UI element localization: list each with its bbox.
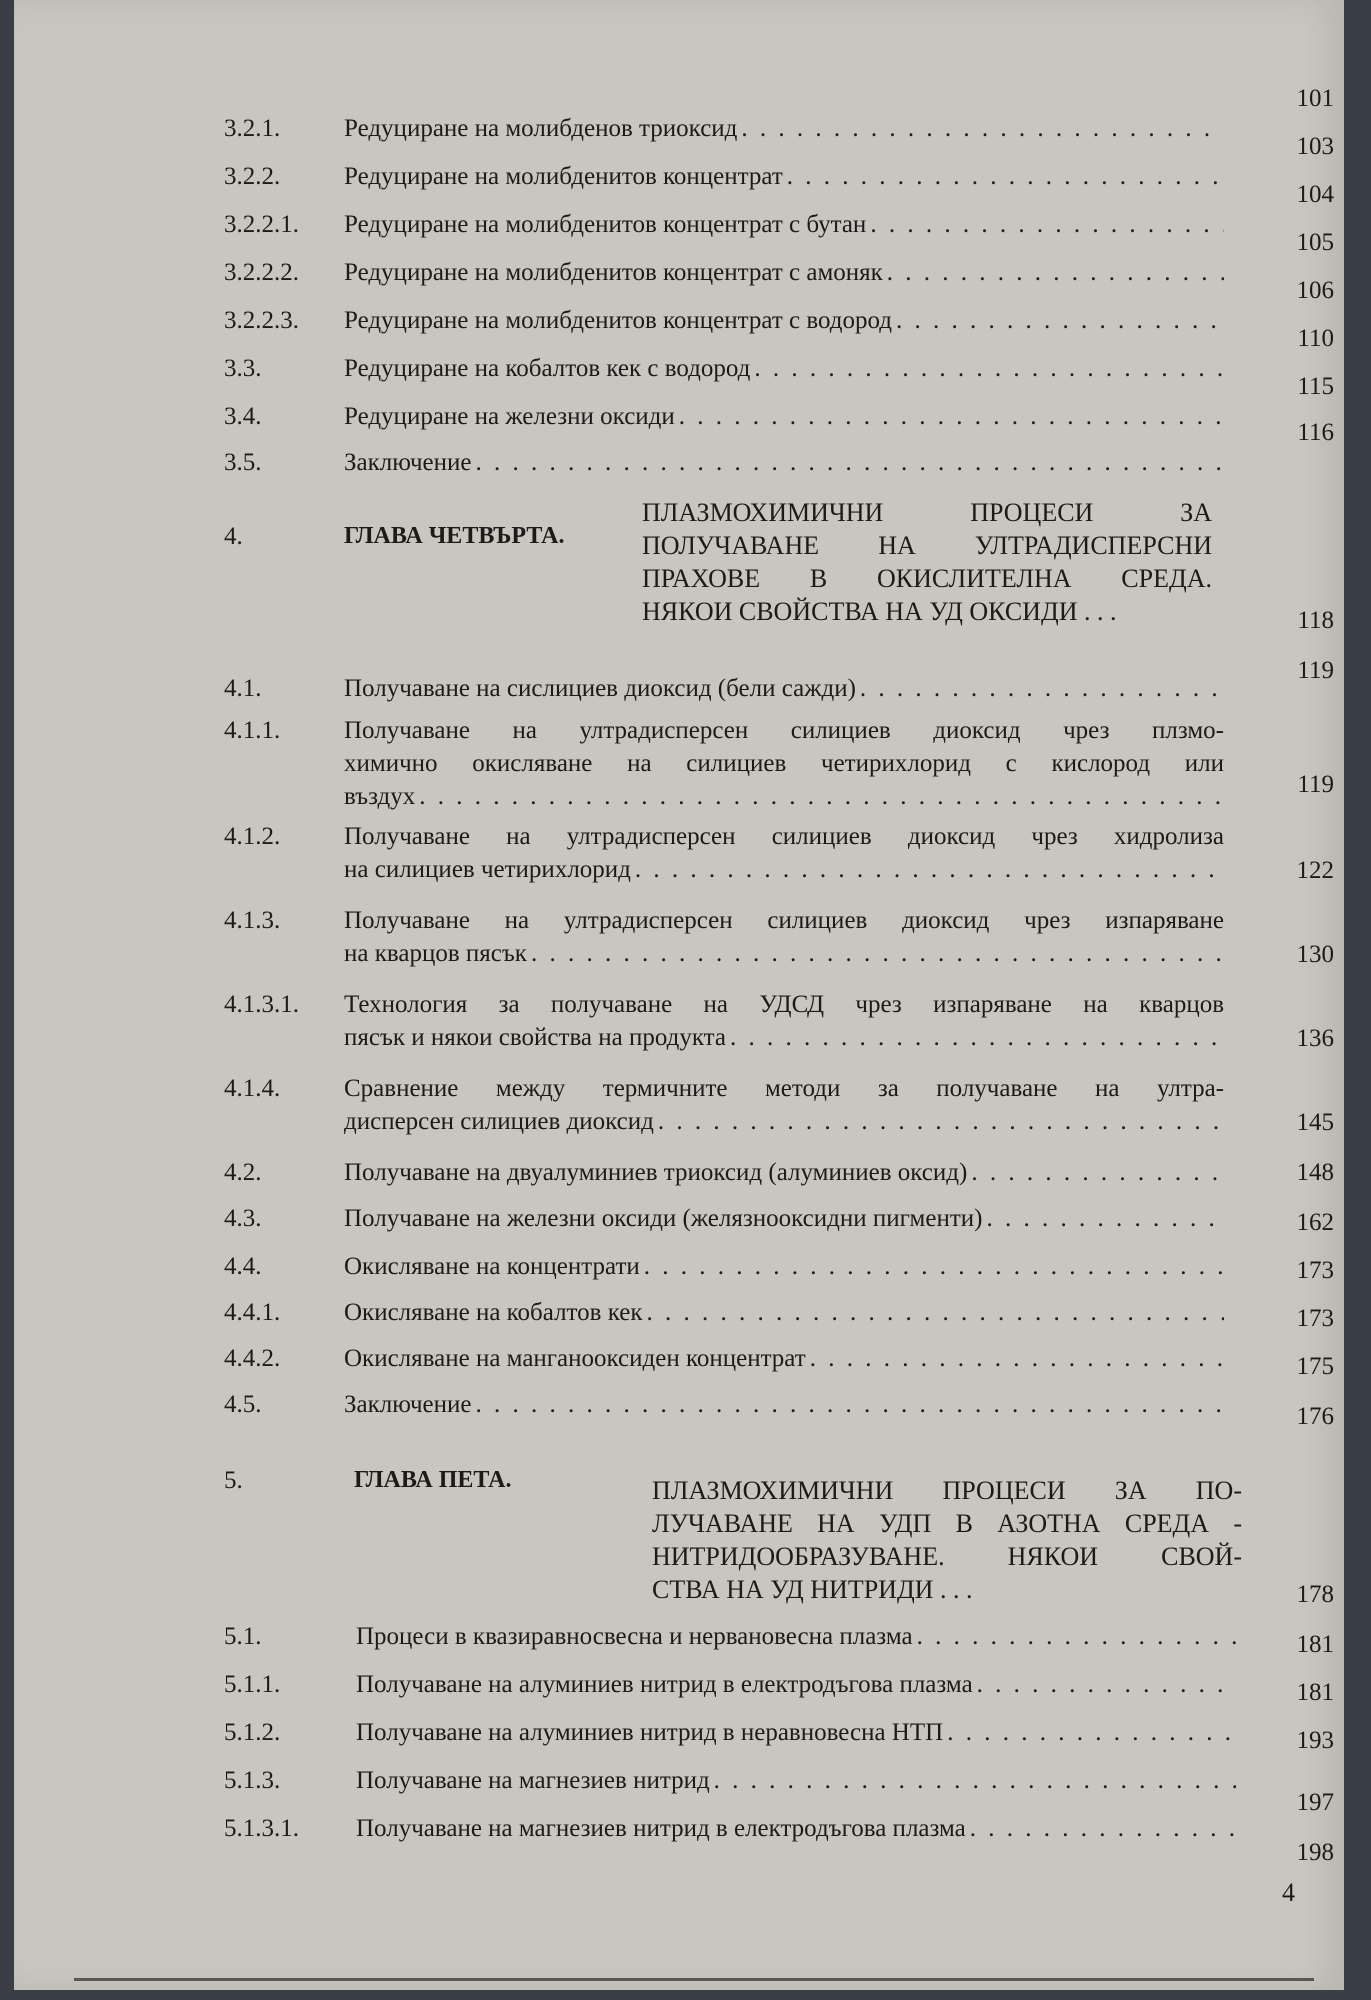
entry-title: Редуциране на молибденитов концентрат с водород . . . bbox=[344, 304, 1224, 337]
entry-number: 4.4.1. bbox=[224, 1299, 281, 1326]
chapter-label: ГЛАВА ЧЕТВЪРТА. bbox=[344, 523, 565, 549]
entry-number: 4.4.2. bbox=[224, 1345, 281, 1372]
entry-number: 4.4. bbox=[224, 1253, 262, 1280]
entry-number: 3.3. bbox=[224, 355, 262, 382]
entry-title: Получаване на алуминиев нитрид в неравновесна НТП . . . bbox=[356, 1716, 1236, 1749]
entry-number: 5.1. bbox=[224, 1623, 262, 1650]
entry-title: Получаване на ултрадисперсен силициев диоксид чрез плзмо- химично окисляване на силициев четирихлорид с кислород или въздух . . . bbox=[344, 714, 1224, 813]
entry-title: Получаване на сислициев диоксид (бели сажди) . . . bbox=[344, 672, 1224, 705]
entry-page: 145 bbox=[1296, 1109, 1334, 1136]
entry-number: 3.2.2. bbox=[224, 163, 281, 190]
entry-number: 3.2.2.3. bbox=[224, 307, 299, 334]
chapter-page: 178 bbox=[1296, 1581, 1334, 1608]
entry-page: 122 bbox=[1296, 857, 1334, 884]
entry-number: 5.1.3. bbox=[224, 1767, 281, 1794]
entry-title: Окисляване на кобалтов кек . . . bbox=[344, 1296, 1224, 1329]
entry-number: 5.1.2. bbox=[224, 1719, 281, 1746]
entry-page: 193 bbox=[1296, 1727, 1334, 1754]
entry-page: 162 bbox=[1296, 1209, 1334, 1236]
entry-page: 116 bbox=[1297, 419, 1334, 446]
entry-title: Заключение . . . bbox=[344, 446, 1224, 479]
chapter-title: ПЛАЗМОХИМИЧНИ ПРОЦЕСИ ЗА ПОЛУЧАВАНЕ НА УЛТРАДИСПЕРСНИ ПРАХОВЕ В ОКИСЛИТЕЛНА СРЕДА. НЯКОИ СВОЙСТВА НА УД ОКСИДИ . . . bbox=[642, 498, 1212, 626]
entry-title: Получаване на магнезиев нитрид в електродъгова плазма . . . bbox=[356, 1812, 1236, 1845]
entry-title: Получаване на железни оксиди (желязнооксидни пигменти) . . . bbox=[344, 1202, 1224, 1235]
entry-page: 105 bbox=[1296, 229, 1334, 256]
entry-title: Сравнение между термичните методи за получаване на ултра- дисперсен силициев диоксид . . . bbox=[344, 1072, 1224, 1138]
entry-title: Редуциране на железни оксиди . . . bbox=[344, 400, 1224, 433]
entry-number: 4.1.3. bbox=[224, 907, 281, 934]
entry-page: 101 bbox=[1296, 85, 1334, 112]
chapter-number: 4. bbox=[224, 523, 243, 550]
entry-title: Получаване на алуминиев нитрид в електродъгова плазма . . . bbox=[356, 1668, 1236, 1701]
table-of-contents bbox=[14, 0, 1344, 1990]
entry-title: Редуциране на молибденитов концентрат с амоняк . . . bbox=[344, 256, 1224, 289]
entry-title: Редуциране на кобалтов кек с водород . . . bbox=[344, 352, 1224, 385]
entry-number: 4.3. bbox=[224, 1205, 262, 1232]
entry-page: 181 bbox=[1296, 1679, 1334, 1706]
chapter-page: 118 bbox=[1297, 607, 1334, 634]
entry-page: 173 bbox=[1296, 1305, 1334, 1332]
entry-page: 119 bbox=[1297, 771, 1334, 798]
entry-page: 148 bbox=[1296, 1159, 1334, 1186]
entry-page: 106 bbox=[1296, 277, 1334, 304]
entry-number: 5.1.1. bbox=[224, 1671, 281, 1698]
chapter-title: ПЛАЗМОХИМИЧНИ ПРОЦЕСИ ЗА ПО- ЛУЧАВАНЕ НА УДП В АЗОТНА СРЕДА - НИТРИДООБРАЗУВАНЕ. НЯКОИ СВОЙ- СТВА НА УД НИТРИДИ . . . bbox=[652, 1476, 1242, 1604]
page-number: 4 bbox=[1282, 1878, 1295, 1907]
entry-title: Получаване на ултрадисперсен силициев диоксид чрез изпаряване на кварцов пясък . . . bbox=[344, 904, 1224, 970]
entry-number: 4.1.4. bbox=[224, 1075, 281, 1102]
entry-title: Редуциране на молибденов триоксид . . . bbox=[344, 112, 1224, 145]
entry-number: 3.4. bbox=[224, 403, 262, 430]
entry-page: 136 bbox=[1296, 1025, 1334, 1052]
book-page bbox=[14, 0, 1344, 1990]
entry-page: 173 bbox=[1296, 1257, 1334, 1284]
entry-title: Получаване на двуалуминиев триоксид (алуминиев оксид) . . . bbox=[344, 1156, 1224, 1189]
entry-page: 110 bbox=[1297, 325, 1334, 352]
entry-title: Окисляване на концентрати . . . bbox=[344, 1250, 1224, 1283]
entry-number: 3.2.2.1. bbox=[224, 211, 299, 238]
chapter-label: ГЛАВА ПЕТА. bbox=[354, 1467, 512, 1493]
entry-title: Процеси в квазиравносвесна и нервановесна плазма . . . bbox=[356, 1620, 1236, 1653]
entry-page: 115 bbox=[1297, 373, 1334, 400]
entry-page: 104 bbox=[1296, 181, 1334, 208]
entry-title: Технология за получаване на УДСД чрез изпаряване на кварцов пясък и някои свойства на продукта . . . bbox=[344, 988, 1224, 1054]
entry-page: 119 bbox=[1297, 657, 1334, 684]
chapter-number: 5. bbox=[224, 1467, 243, 1494]
entry-number: 4.2. bbox=[224, 1159, 262, 1186]
entry-page: 198 bbox=[1296, 1839, 1334, 1866]
entry-number: 3.5. bbox=[224, 449, 262, 476]
entry-number: 4.1.1. bbox=[224, 717, 281, 744]
entry-number: 4.1. bbox=[224, 675, 262, 702]
entry-title: Редуциране на молибденитов концентрат с бутан . . . bbox=[344, 208, 1224, 241]
entry-page: 197 bbox=[1296, 1789, 1334, 1816]
entry-page: 175 bbox=[1296, 1353, 1334, 1380]
entry-number: 4.1.3.1. bbox=[224, 991, 299, 1018]
entry-number: 4.1.2. bbox=[224, 823, 281, 850]
entry-page: 103 bbox=[1296, 133, 1334, 160]
entry-title: Редуциране на молибденитов концентрат . . . bbox=[344, 160, 1224, 193]
entry-page: 176 bbox=[1296, 1403, 1334, 1430]
entry-number: 4.5. bbox=[224, 1391, 262, 1418]
entry-number: 3.2.2.2. bbox=[224, 259, 299, 286]
entry-page: 181 bbox=[1296, 1631, 1334, 1658]
entry-title: Получаване на ултрадисперсен силициев диоксид чрез хидролиза на силициев четирихлорид . . . bbox=[344, 820, 1224, 886]
entry-number: 5.1.3.1. bbox=[224, 1815, 299, 1842]
entry-title: Заключение . . . bbox=[344, 1388, 1224, 1421]
bottom-rule bbox=[74, 1978, 1314, 1981]
entry-number: 3.2.1. bbox=[224, 115, 281, 142]
entry-page: 130 bbox=[1296, 941, 1334, 968]
entry-title: Окисляване на манганооксиден концентрат . . . bbox=[344, 1342, 1224, 1375]
entry-title: Получаване на магнезиев нитрид . . . bbox=[356, 1764, 1236, 1797]
